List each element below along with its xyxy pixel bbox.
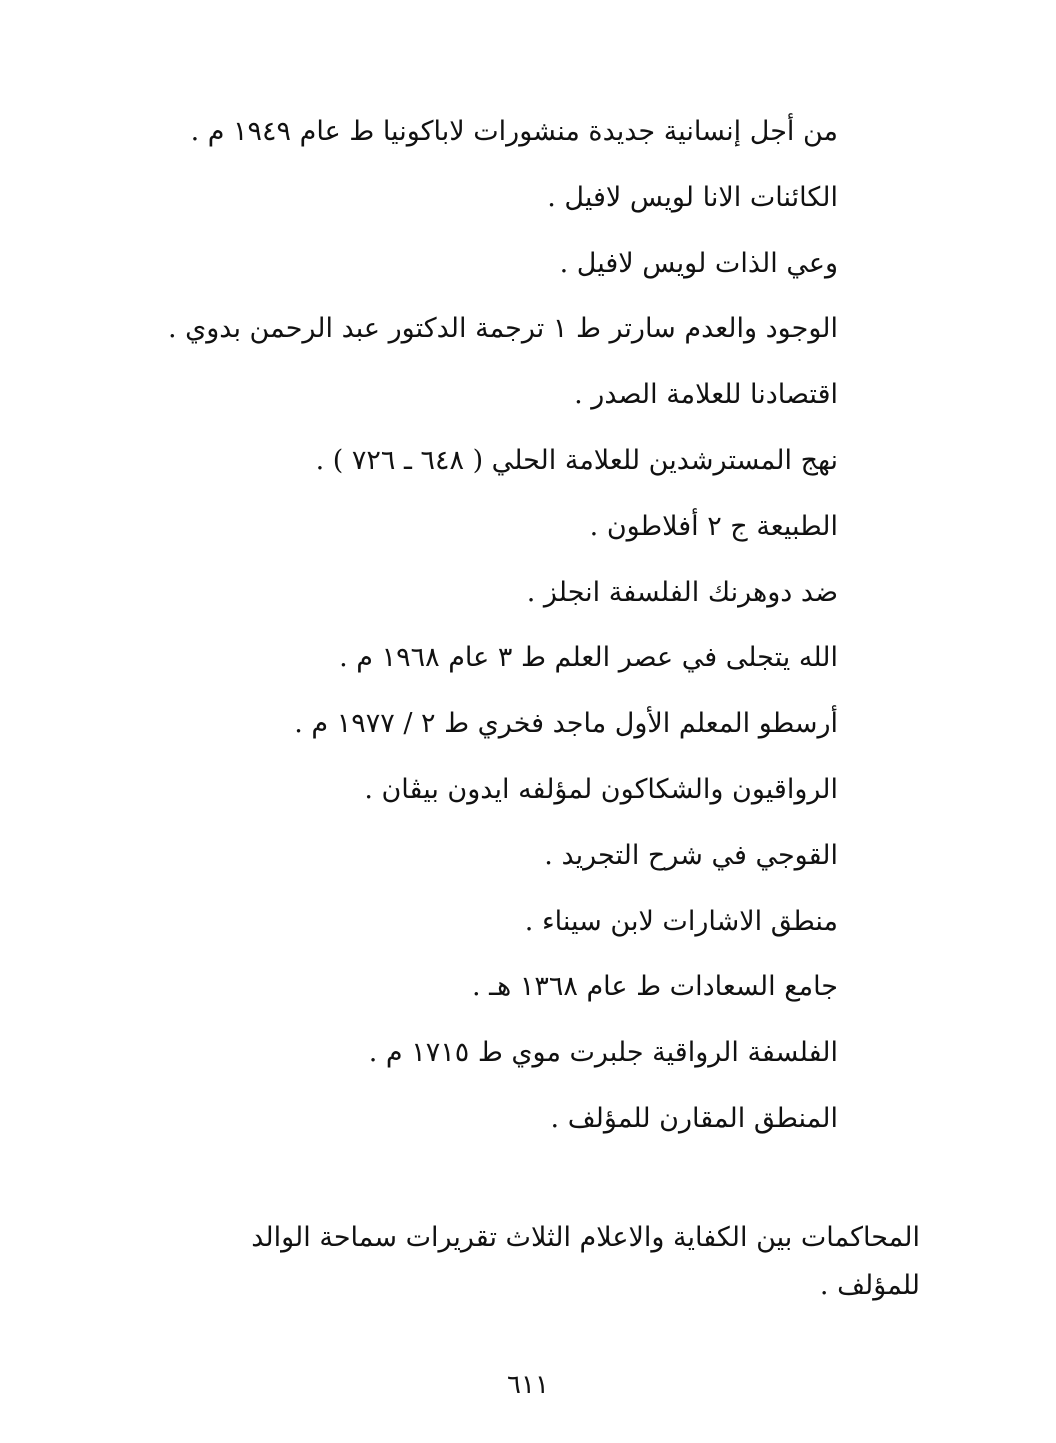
bibliography-entry-line-1: المحاكمات بين الكفاية والاعلام الثلاث تقريرات سماحة الوالد (251, 1222, 920, 1253)
bibliography-entry-line-2: للمؤلف . (819, 1270, 920, 1301)
bibliography-entry: وعي الذات لويس لافيل . (559, 247, 838, 279)
bibliography-entry: من أجل إنسانية جديدة منشورات لاباكونيا ط عام ١٩٤٩ م . (190, 116, 838, 147)
bibliography-entry: ضد دوهرنك الفلسفة انجلز . (526, 576, 838, 608)
bibliography-entry: الله يتجلى في عصر العلم ط ٣ عام ١٩٦٨ م . (339, 642, 838, 674)
bibliography-entry: منطق الاشارات لابن سيناء . (524, 905, 838, 937)
bibliography-entry: جامع السعادات ط عام ١٣٦٨ هـ . (471, 971, 838, 1003)
bibliography-entry: الكائنات الانا لويس لافيل . (547, 181, 838, 213)
bibliography-entry: القوجي في شرح التجريد . (544, 839, 838, 871)
bibliography-entry: الرواقيون والشكاكون لمؤلفه ايدون بيڤان . (364, 773, 838, 805)
bibliography-entry: اقتصادنا للعلامة الصدر . (574, 379, 838, 411)
bibliography-entry-multiline (120, 1214, 920, 1310)
bibliography-list (120, 100, 838, 1153)
bibliography-entry: الطبيعة ج ٢ أفلاطون . (589, 510, 838, 542)
bibliography-entry: نهج المسترشدين للعلامة الحلي ( ٦٤٨ ـ ٧٢٦ ) . (315, 444, 838, 476)
bibliography-entry: أرسطو المعلم الأول ماجد فخري ط ٢ / ١٩٧٧ م . (294, 708, 838, 740)
bibliography-entry: الفلسفة الرواقية جلبرت موي ط ١٧١٥ م . (368, 1037, 838, 1069)
page-number: ٦١١ (507, 1370, 549, 1400)
bibliography-entry: الوجود والعدم سارتر ط ١ ترجمة الدكتور عبد الرحمن بدوي . (167, 313, 838, 345)
bibliography-entry: المنطق المقارن للمؤلف . (550, 1102, 838, 1134)
